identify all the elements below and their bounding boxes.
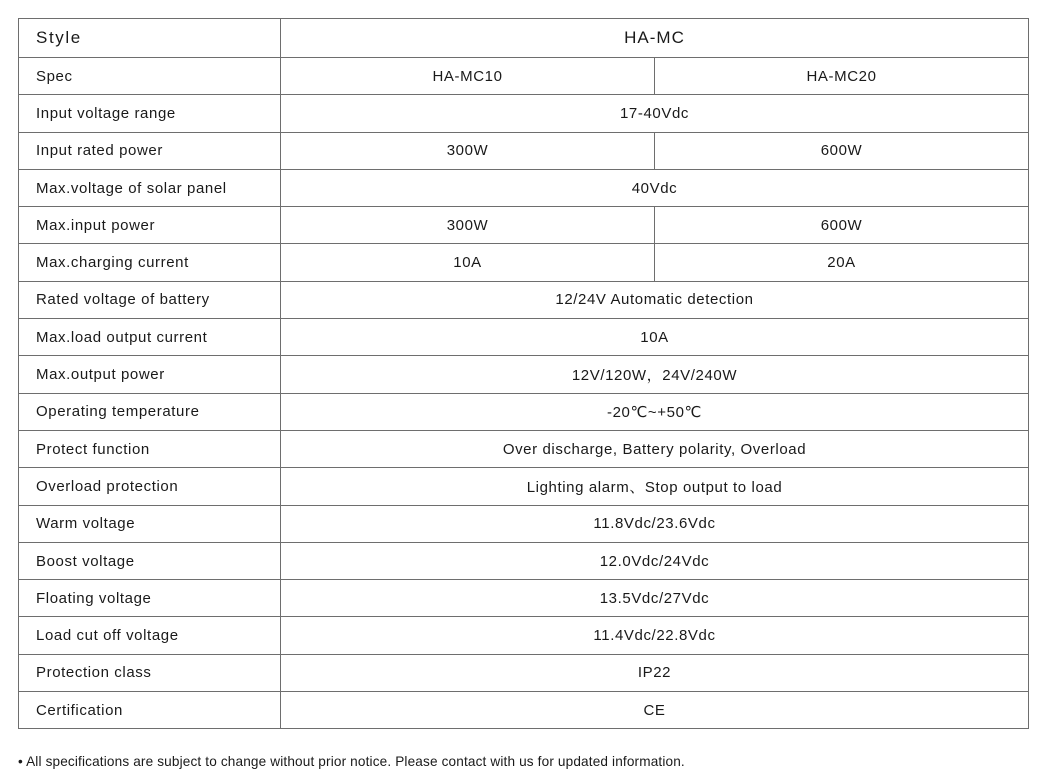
- row-label: Max.input power: [19, 207, 281, 244]
- row-label: Max.voltage of solar panel: [19, 169, 281, 206]
- table-row: [19, 580, 1029, 617]
- row-value: 12V/120W，24V/240W: [281, 356, 1029, 393]
- row-value: Over discharge, Battery polarity, Overload: [281, 430, 1029, 467]
- table-row: [19, 505, 1029, 542]
- row-value: 300W: [281, 132, 655, 169]
- row-label: Operating temperature: [19, 393, 281, 430]
- row-label: Max.charging current: [19, 244, 281, 281]
- spec-row: [19, 58, 1029, 95]
- row-label: Max.load output current: [19, 319, 281, 356]
- row-value: CE: [281, 692, 1029, 729]
- row-value: 10A: [281, 319, 1029, 356]
- row-label: Overload protection: [19, 468, 281, 505]
- table-row: [19, 393, 1029, 430]
- row-value: -20℃~+50℃: [281, 393, 1029, 430]
- row-value: 17-40Vdc: [281, 95, 1029, 132]
- row-label: Input rated power: [19, 132, 281, 169]
- table-row: [19, 244, 1029, 281]
- table-row: [19, 132, 1029, 169]
- row-value: 40Vdc: [281, 169, 1029, 206]
- row-value: Lighting alarm、Stop output to load: [281, 468, 1029, 505]
- row-value: 300W: [281, 207, 655, 244]
- spec-model-ha-mc20: HA-MC20: [655, 58, 1029, 95]
- style-label: Style: [19, 19, 281, 58]
- row-value: 12.0Vdc/24Vdc: [281, 542, 1029, 579]
- row-label: Warm voltage: [19, 505, 281, 542]
- row-label: Boost voltage: [19, 542, 281, 579]
- footnote: • All specifications are subject to change without prior notice. Please contact with us for updated information.: [18, 754, 685, 769]
- table-row: [19, 430, 1029, 467]
- row-label: Floating voltage: [19, 580, 281, 617]
- spec-model-ha-mc10: HA-MC10: [281, 58, 655, 95]
- style-row: [19, 19, 1029, 58]
- row-value: 600W: [655, 132, 1029, 169]
- spec-table: [18, 18, 1029, 729]
- row-value: 10A: [281, 244, 655, 281]
- row-label: Max.output power: [19, 356, 281, 393]
- spec-table-body: [19, 19, 1029, 729]
- row-label: Input voltage range: [19, 95, 281, 132]
- spec-label: Spec: [19, 58, 281, 95]
- table-row: [19, 356, 1029, 393]
- table-row: [19, 542, 1029, 579]
- style-value: HA-MC: [281, 19, 1029, 58]
- row-value: IP22: [281, 654, 1029, 691]
- row-value: 11.8Vdc/23.6Vdc: [281, 505, 1029, 542]
- table-row: [19, 654, 1029, 691]
- row-label: Protection class: [19, 654, 281, 691]
- table-row: [19, 617, 1029, 654]
- table-row: [19, 207, 1029, 244]
- table-row: [19, 468, 1029, 505]
- row-label: Load cut off voltage: [19, 617, 281, 654]
- table-row: [19, 281, 1029, 318]
- row-label: Certification: [19, 692, 281, 729]
- table-row: [19, 95, 1029, 132]
- row-value: 11.4Vdc/22.8Vdc: [281, 617, 1029, 654]
- row-value: 13.5Vdc/27Vdc: [281, 580, 1029, 617]
- row-value: 12/24V Automatic detection: [281, 281, 1029, 318]
- row-value: 600W: [655, 207, 1029, 244]
- row-value: 20A: [655, 244, 1029, 281]
- table-row: [19, 692, 1029, 729]
- row-label: Protect function: [19, 430, 281, 467]
- row-label: Rated voltage of battery: [19, 281, 281, 318]
- table-row: [19, 319, 1029, 356]
- table-row: [19, 169, 1029, 206]
